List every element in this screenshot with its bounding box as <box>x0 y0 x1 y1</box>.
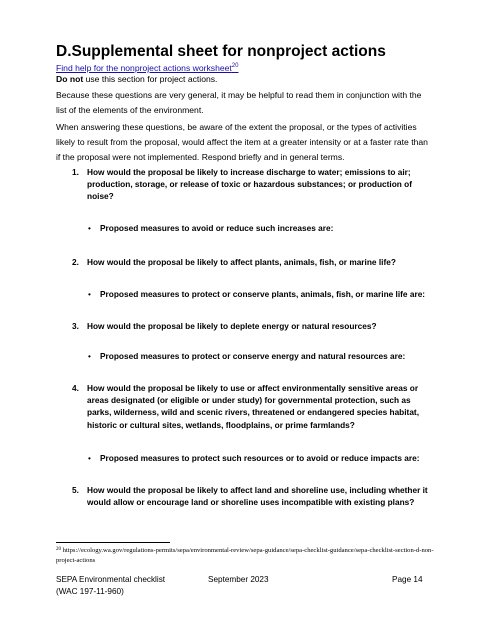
question-text: How would the proposal be likely to increase discharge to water; emissions to air; production, storage, or release of toxic or hazardous substances; or production of noise? <box>87 167 413 202</box>
measures-text: Proposed measures to protect such resources or to avoid or reduce impacts are: <box>100 453 420 463</box>
question-number: 2. <box>72 257 79 267</box>
footer-title-block <box>56 574 165 598</box>
question-text: How would the proposal be likely to use or affect environmentally sensitive areas or areas designated (or eligible or under study) for governmental protection, such as parks, wilderness, wild and scenic rivers, threatened or endangered species habitat, historic or cultural sites, wetlands, floodplains, or prime farmlands? <box>87 383 419 430</box>
measures-text: Proposed measures to avoid or reduce such increases are: <box>100 223 334 233</box>
question-number: 5. <box>72 485 79 495</box>
intro-paragraph-2: When answering these questions, be aware of the extent the proposal, or the types of activities likely to result from the proposal, would affect the item at a greater intensity or at a faster rate than if the proposal were not implemented. Respond briefly and in general terms. <box>56 122 428 162</box>
usage-note <box>56 74 217 84</box>
question-4 <box>72 382 432 431</box>
measures-item-4 <box>88 452 428 464</box>
footnote-divider <box>56 542 170 543</box>
question-text: How would the proposal be likely to affect plants, animals, fish, or marine life? <box>87 257 396 267</box>
question-number: 3. <box>72 321 79 331</box>
bullet-icon: • <box>88 223 91 233</box>
help-link[interactable] <box>56 63 238 73</box>
question-number: 4. <box>72 383 79 393</box>
measures-item-1 <box>88 222 428 234</box>
footer-date: September 2023 <box>208 575 269 584</box>
usage-note-emphasis: Do not <box>56 74 84 84</box>
measures-text: Proposed measures to protect or conserve energy and natural resources are: <box>100 351 406 361</box>
measures-item-2 <box>88 288 428 300</box>
measures-text: Proposed measures to protect or conserve plants, animals, fish, or marine life are: <box>100 289 426 299</box>
section-heading: D.Supplemental sheet for nonproject actions <box>56 43 386 60</box>
question-1 <box>72 166 432 203</box>
question-5 <box>72 484 432 508</box>
help-link-footnote-ref: 20 <box>231 63 239 69</box>
bullet-icon: • <box>88 351 91 361</box>
question-text: How would the proposal be likely to affect land and shoreline use, including whether it would allow or encourage land or shoreline uses incompatible with existing plans? <box>87 485 428 508</box>
footnote-url: https://ecology.wa.gov/regulations-permits/sepa/environmental-review/sepa-guidance/sepa-checklist-guidance/sepa-checklist-section-d-non-project-actions <box>56 547 434 564</box>
help-link-text[interactable]: Find help for the nonproject actions worksheet <box>56 63 232 73</box>
measures-item-3 <box>88 350 428 362</box>
intro-paragraph-1: Because these questions are very general, it may be helpful to read them in conjunction with the list of the elements of the environment. <box>56 90 422 115</box>
footer-page-number: Page 14 <box>392 575 423 584</box>
question-text: How would the proposal be likely to deplete energy or natural resources? <box>87 321 377 331</box>
question-number: 1. <box>72 167 79 177</box>
question-3 <box>72 320 432 332</box>
footnote-number: 20 <box>56 547 61 552</box>
question-2 <box>72 256 432 268</box>
footer-wac: (WAC 197-11-960) <box>56 587 124 596</box>
bullet-icon: • <box>88 289 91 299</box>
footnote <box>56 546 436 566</box>
footer-doc-title: SEPA Environmental checklist <box>56 575 166 584</box>
bullet-icon: • <box>88 453 91 463</box>
usage-note-text: use this section for project actions. <box>83 74 218 84</box>
